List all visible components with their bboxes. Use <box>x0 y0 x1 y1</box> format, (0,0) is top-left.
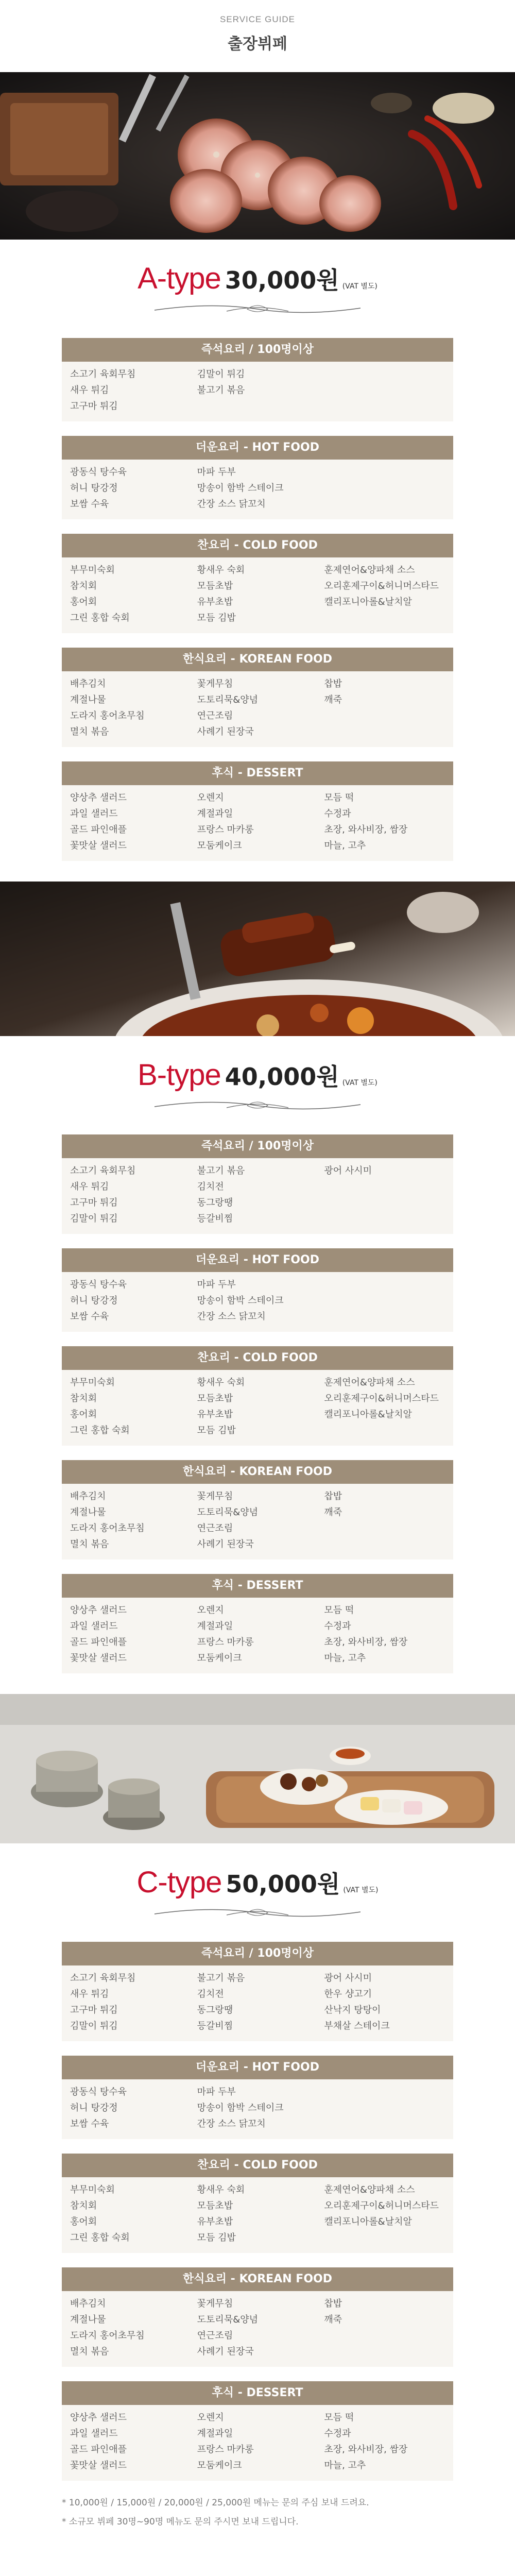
sausage-platter-photo <box>0 72 515 240</box>
plan-price: 50,000원 <box>226 1870 340 1898</box>
section-title: 한식요리 - KOREAN FOOD <box>62 648 453 671</box>
menu-item: 마늘, 고추 <box>324 1653 366 1664</box>
table-setting-photo <box>0 1694 515 1843</box>
menu-section <box>62 1134 453 1234</box>
menu-section <box>62 1346 453 1446</box>
menu-item: 보쌈 수육 <box>70 2119 109 2129</box>
menu-section <box>62 2381 453 2481</box>
menu-item: 그린 홍합 숙회 <box>70 2232 130 2243</box>
menu-section <box>62 2056 453 2139</box>
menu-item: 수정과 <box>324 1621 351 1632</box>
menu-item: 캘리포니아롤&날치알 <box>324 2216 412 2227</box>
menu-item: 그린 홍합 숙회 <box>70 613 130 623</box>
menu-item: 유부초밥 <box>197 2216 233 2227</box>
menu-item: 모듬 김밥 <box>197 2232 236 2243</box>
service-guide-label: SERVICE GUIDE <box>220 14 295 24</box>
menu-item: 초장, 와사비장, 쌈장 <box>324 824 408 835</box>
menu-item: 등갈비찜 <box>197 2021 233 2031</box>
menu-item: 꽃게무침 <box>197 2298 233 2309</box>
menu-item: 프랑스 마카롱 <box>197 1637 254 1648</box>
menu-item: 새우 튀김 <box>70 385 109 396</box>
menu-item: 수정과 <box>324 2428 351 2439</box>
menu-item: 멸치 볶음 <box>70 726 109 737</box>
vat-note: (VAT 별도) <box>343 1886 379 1894</box>
menu-item: 과일 샐러드 <box>70 1621 118 1632</box>
menu-item: 김치전 <box>197 1181 224 1192</box>
menu-item: 연근조림 <box>197 1523 233 1534</box>
section-title: 더운요리 - HOT FOOD <box>62 436 453 460</box>
menu-item: 홍어회 <box>70 2216 97 2227</box>
menu-section <box>62 2154 453 2253</box>
menu-item: 훈제연어&양파채 소스 <box>324 1377 415 1388</box>
menu-item: 고구마 튀김 <box>70 1197 118 1208</box>
menu-item: 부무미숙회 <box>70 565 115 575</box>
menu-item: 유부초밥 <box>197 1409 233 1420</box>
menu-item: 오리훈제구이&허니머스타드 <box>324 2200 439 2211</box>
flourish-divider-icon <box>149 1903 366 1923</box>
menu-item: 그린 홍합 숙회 <box>70 1425 130 1436</box>
menu-item: 멸치 볶음 <box>70 1539 109 1550</box>
plan-name: C-type <box>136 1866 222 1899</box>
menu-item: 불고기 볶음 <box>197 385 245 396</box>
menu-item: 동그랑땡 <box>197 1197 233 1208</box>
section-title: 후식 - DESSERT <box>62 2381 453 2405</box>
menu-item: 보쌈 수육 <box>70 1311 109 1322</box>
menu-item: 마파 두부 <box>197 1279 236 1290</box>
section-title: 즉석요리 / 100명이상 <box>62 338 453 362</box>
page-header <box>0 0 515 72</box>
plan-b-menu <box>62 1134 453 1673</box>
menu-item: 초장, 와사비장, 쌈장 <box>324 1637 408 1648</box>
flourish-divider-icon <box>149 1095 366 1116</box>
menu-section <box>62 436 453 519</box>
menu-item: 광어 사시미 <box>324 1973 372 1984</box>
menu-item: 연근조림 <box>197 2330 233 2341</box>
menu-item: 깨죽 <box>324 694 342 705</box>
menu-item: 배추김치 <box>70 2298 106 2309</box>
menu-item: 허니 탕강정 <box>70 2103 118 2113</box>
menu-item: 소고기 육회무침 <box>70 1165 136 1176</box>
plan-c-menu <box>62 1942 453 2481</box>
section-title: 더운요리 - HOT FOOD <box>62 1248 453 1272</box>
menu-item: 훈제연어&양파채 소스 <box>324 2184 415 2195</box>
menu-item: 도토리묵&양념 <box>197 694 259 705</box>
menu-item: 망송이 함박 스테이크 <box>197 2103 284 2113</box>
menu-item: 계절나물 <box>70 694 106 705</box>
menu-item: 광동식 탕수육 <box>70 1279 127 1290</box>
plan-a <box>0 240 515 861</box>
menu-item: 초장, 와사비장, 쌈장 <box>324 2444 408 2455</box>
menu-item: 도토리묵&양념 <box>197 1507 259 1518</box>
menu-item: 모듬 떡 <box>324 2412 354 2423</box>
menu-section <box>62 1248 453 1332</box>
menu-item: 산낙지 탕탕이 <box>324 2005 381 2015</box>
menu-section <box>62 534 453 633</box>
menu-item: 배추김치 <box>70 1491 106 1502</box>
menu-item: 망송이 함박 스테이크 <box>197 483 284 494</box>
plan-name: A-type <box>138 262 221 295</box>
menu-item: 모듬초밥 <box>197 1393 233 1404</box>
menu-item: 김치전 <box>197 1989 224 1999</box>
menu-item: 캘리포니아롤&날치알 <box>324 597 412 607</box>
flourish-divider-icon <box>149 299 366 319</box>
menu-item: 꽃맛살 샐러드 <box>70 2460 127 2471</box>
menu-item: 사례기 된장국 <box>197 726 254 737</box>
menu-item: 양상추 샐러드 <box>70 792 127 803</box>
plan-a-menu <box>62 338 453 861</box>
menu-item: 계절나물 <box>70 2314 106 2325</box>
menu-section <box>62 648 453 747</box>
menu-item: 양상추 샐러드 <box>70 2412 127 2423</box>
menu-item: 꽃게무침 <box>197 679 233 689</box>
menu-item: 꽃맛살 샐러드 <box>70 840 127 851</box>
menu-item: 모둠케이크 <box>197 840 242 851</box>
menu-item: 도라지 홍어초무침 <box>70 2330 145 2341</box>
menu-item: 불고기 볶음 <box>197 1165 245 1176</box>
footnote-text: 소규모 뷔페 30명~90명 메뉴도 문의 주시면 보내 드립니다. <box>68 2517 299 2527</box>
menu-item: 연근조림 <box>197 710 233 721</box>
menu-item: 마늘, 고추 <box>324 2460 366 2471</box>
menu-item: 김말이 튀김 <box>70 2021 118 2031</box>
menu-item: 마파 두부 <box>197 467 236 478</box>
menu-item: 황새우 숙회 <box>197 1377 245 1388</box>
menu-item: 깨죽 <box>324 2314 342 2325</box>
menu-item: 등갈비찜 <box>197 1213 233 1224</box>
menu-item: 오리훈제구이&허니머스타드 <box>324 581 439 591</box>
vat-note: (VAT 별도) <box>342 1079 377 1087</box>
menu-item: 과일 샐러드 <box>70 808 118 819</box>
plan-c <box>0 1843 515 2481</box>
section-title: 후식 - DESSERT <box>62 761 453 785</box>
menu-item: 오렌지 <box>197 792 224 803</box>
menu-item: 도토리묵&양념 <box>197 2314 259 2325</box>
section-title: 찬요리 - COLD FOOD <box>62 534 453 557</box>
menu-item: 모듬초밥 <box>197 2200 233 2211</box>
menu-item: 황새우 숙회 <box>197 565 245 575</box>
menu-item: 과일 샐러드 <box>70 2428 118 2439</box>
menu-item: 계절과일 <box>197 808 233 819</box>
menu-item: 배추김치 <box>70 679 106 689</box>
vat-note: (VAT 별도) <box>342 282 377 291</box>
menu-item: 도라지 홍어초무침 <box>70 710 145 721</box>
menu-item: 찹밥 <box>324 1491 342 1502</box>
menu-item: 모듬 김밥 <box>197 1425 236 1436</box>
section-title: 더운요리 - HOT FOOD <box>62 2056 453 2079</box>
footnote: * 소규모 뷔페 30명~90명 메뉴도 문의 주시면 보내 드립니다. <box>62 2517 299 2527</box>
menu-item: 황새우 숙회 <box>197 2184 245 2195</box>
menu-item: 계절과일 <box>197 1621 233 1632</box>
menu-item: 모듬초밥 <box>197 581 233 591</box>
footnote: * 10,000원 / 15,000원 / 20,000원 / 25,000원 메뉴는 문의 주심 보내 드려요. <box>62 2498 369 2508</box>
menu-section <box>62 1574 453 1673</box>
menu-item: 골드 파인애플 <box>70 824 127 835</box>
menu-item: 사례기 된장국 <box>197 2346 254 2357</box>
section-title: 후식 - DESSERT <box>62 1574 453 1598</box>
menu-item: 소고기 육회무침 <box>70 1973 136 1984</box>
menu-section <box>62 2267 453 2367</box>
menu-item: 계절과일 <box>197 2428 233 2439</box>
menu-item: 꽃게무침 <box>197 1491 233 1502</box>
menu-item: 부채살 스테이크 <box>324 2021 390 2031</box>
menu-item: 멸치 볶음 <box>70 2346 109 2357</box>
menu-item: 모둠케이크 <box>197 1653 242 1664</box>
menu-item: 깨죽 <box>324 1507 342 1518</box>
menu-item: 오리훈제구이&허니머스타드 <box>324 1393 439 1404</box>
section-title: 찬요리 - COLD FOOD <box>62 1346 453 1370</box>
plan-price: 40,000원 <box>225 1063 339 1091</box>
menu-item: 새우 튀김 <box>70 1181 109 1192</box>
section-title: 찬요리 - COLD FOOD <box>62 2154 453 2177</box>
menu-item: 허니 탕강정 <box>70 1295 118 1306</box>
menu-item: 광어 사시미 <box>324 1165 372 1176</box>
menu-item: 고구마 튀김 <box>70 2005 118 2015</box>
plan-price: 30,000원 <box>225 266 339 294</box>
section-title: 한식요리 - KOREAN FOOD <box>62 2267 453 2291</box>
menu-item: 허니 탕강정 <box>70 483 118 494</box>
plan-b <box>0 1036 515 1673</box>
menu-item: 불고기 볶음 <box>197 1973 245 1984</box>
menu-item: 김말이 튀김 <box>197 369 245 380</box>
menu-item: 고구마 튀김 <box>70 401 118 412</box>
menu-item: 망송이 함박 스테이크 <box>197 1295 284 1306</box>
menu-item: 유부초밥 <box>197 597 233 607</box>
menu-item: 양상추 샐러드 <box>70 1605 127 1616</box>
menu-item: 오렌지 <box>197 1605 224 1616</box>
menu-item: 한우 샹고기 <box>324 1989 372 1999</box>
menu-item: 김말이 튀김 <box>70 1213 118 1224</box>
footnotes <box>62 2495 453 2527</box>
menu-item: 프랑스 마카롱 <box>197 824 254 835</box>
menu-item: 참치회 <box>70 2200 97 2211</box>
menu-item: 모듬 떡 <box>324 1605 354 1616</box>
menu-item: 모듬 김밥 <box>197 613 236 623</box>
menu-item: 참치회 <box>70 1393 97 1404</box>
menu-item: 골드 파인애플 <box>70 2444 127 2455</box>
page-title: 출장뷔페 <box>228 35 287 53</box>
menu-item: 부무미숙회 <box>70 2184 115 2195</box>
galbi-photo <box>0 882 515 1036</box>
plan-b-title <box>0 1036 515 1116</box>
plan-a-title <box>0 240 515 319</box>
menu-item: 캘리포니아롤&날치알 <box>324 1409 412 1420</box>
section-title: 즉석요리 / 100명이상 <box>62 1942 453 1965</box>
menu-item: 계절나물 <box>70 1507 106 1518</box>
menu-section <box>62 1942 453 2041</box>
menu-item: 참치회 <box>70 581 97 591</box>
menu-item: 수정과 <box>324 808 351 819</box>
menu-item: 사례기 된장국 <box>197 1539 254 1550</box>
menu-item: 간장 소스 닭꼬치 <box>197 499 266 510</box>
footnote-text: 10,000원 / 15,000원 / 20,000원 / 25,000원 메뉴는 문의 주심 보내 드려요. <box>68 2498 369 2508</box>
menu-item: 도라지 홍어초무침 <box>70 1523 145 1534</box>
menu-section <box>62 1460 453 1560</box>
menu-item: 훈제연어&양파채 소스 <box>324 565 415 575</box>
plan-c-title <box>0 1843 515 1923</box>
menu-item: 골드 파인애플 <box>70 1637 127 1648</box>
menu-item: 간장 소스 닭꼬치 <box>197 1311 266 1322</box>
menu-item: 소고기 육회무침 <box>70 369 136 380</box>
menu-item: 찹밥 <box>324 2298 342 2309</box>
menu-item: 프랑스 마카롱 <box>197 2444 254 2455</box>
menu-item: 홍어회 <box>70 597 97 607</box>
menu-item: 동그랑땡 <box>197 2005 233 2015</box>
menu-item: 광동식 탕수육 <box>70 467 127 478</box>
menu-item: 오렌지 <box>197 2412 224 2423</box>
menu-item: 광동식 탕수육 <box>70 2087 127 2097</box>
menu-item: 새우 튀김 <box>70 1989 109 1999</box>
plan-name: B-type <box>138 1058 221 1092</box>
menu-item: 마파 두부 <box>197 2087 236 2097</box>
section-title: 즉석요리 / 100명이상 <box>62 1134 453 1158</box>
menu-item: 꽃맛살 샐러드 <box>70 1653 127 1664</box>
menu-section <box>62 761 453 861</box>
section-title: 한식요리 - KOREAN FOOD <box>62 1460 453 1484</box>
menu-item: 부무미숙회 <box>70 1377 115 1388</box>
menu-item: 마늘, 고추 <box>324 840 366 851</box>
menu-section <box>62 338 453 421</box>
menu-item: 모둠케이크 <box>197 2460 242 2471</box>
menu-item: 보쌈 수육 <box>70 499 109 510</box>
menu-item: 홍어회 <box>70 1409 97 1420</box>
menu-item: 간장 소스 닭꼬치 <box>197 2119 266 2129</box>
menu-item: 찹밥 <box>324 679 342 689</box>
menu-item: 모듬 떡 <box>324 792 354 803</box>
